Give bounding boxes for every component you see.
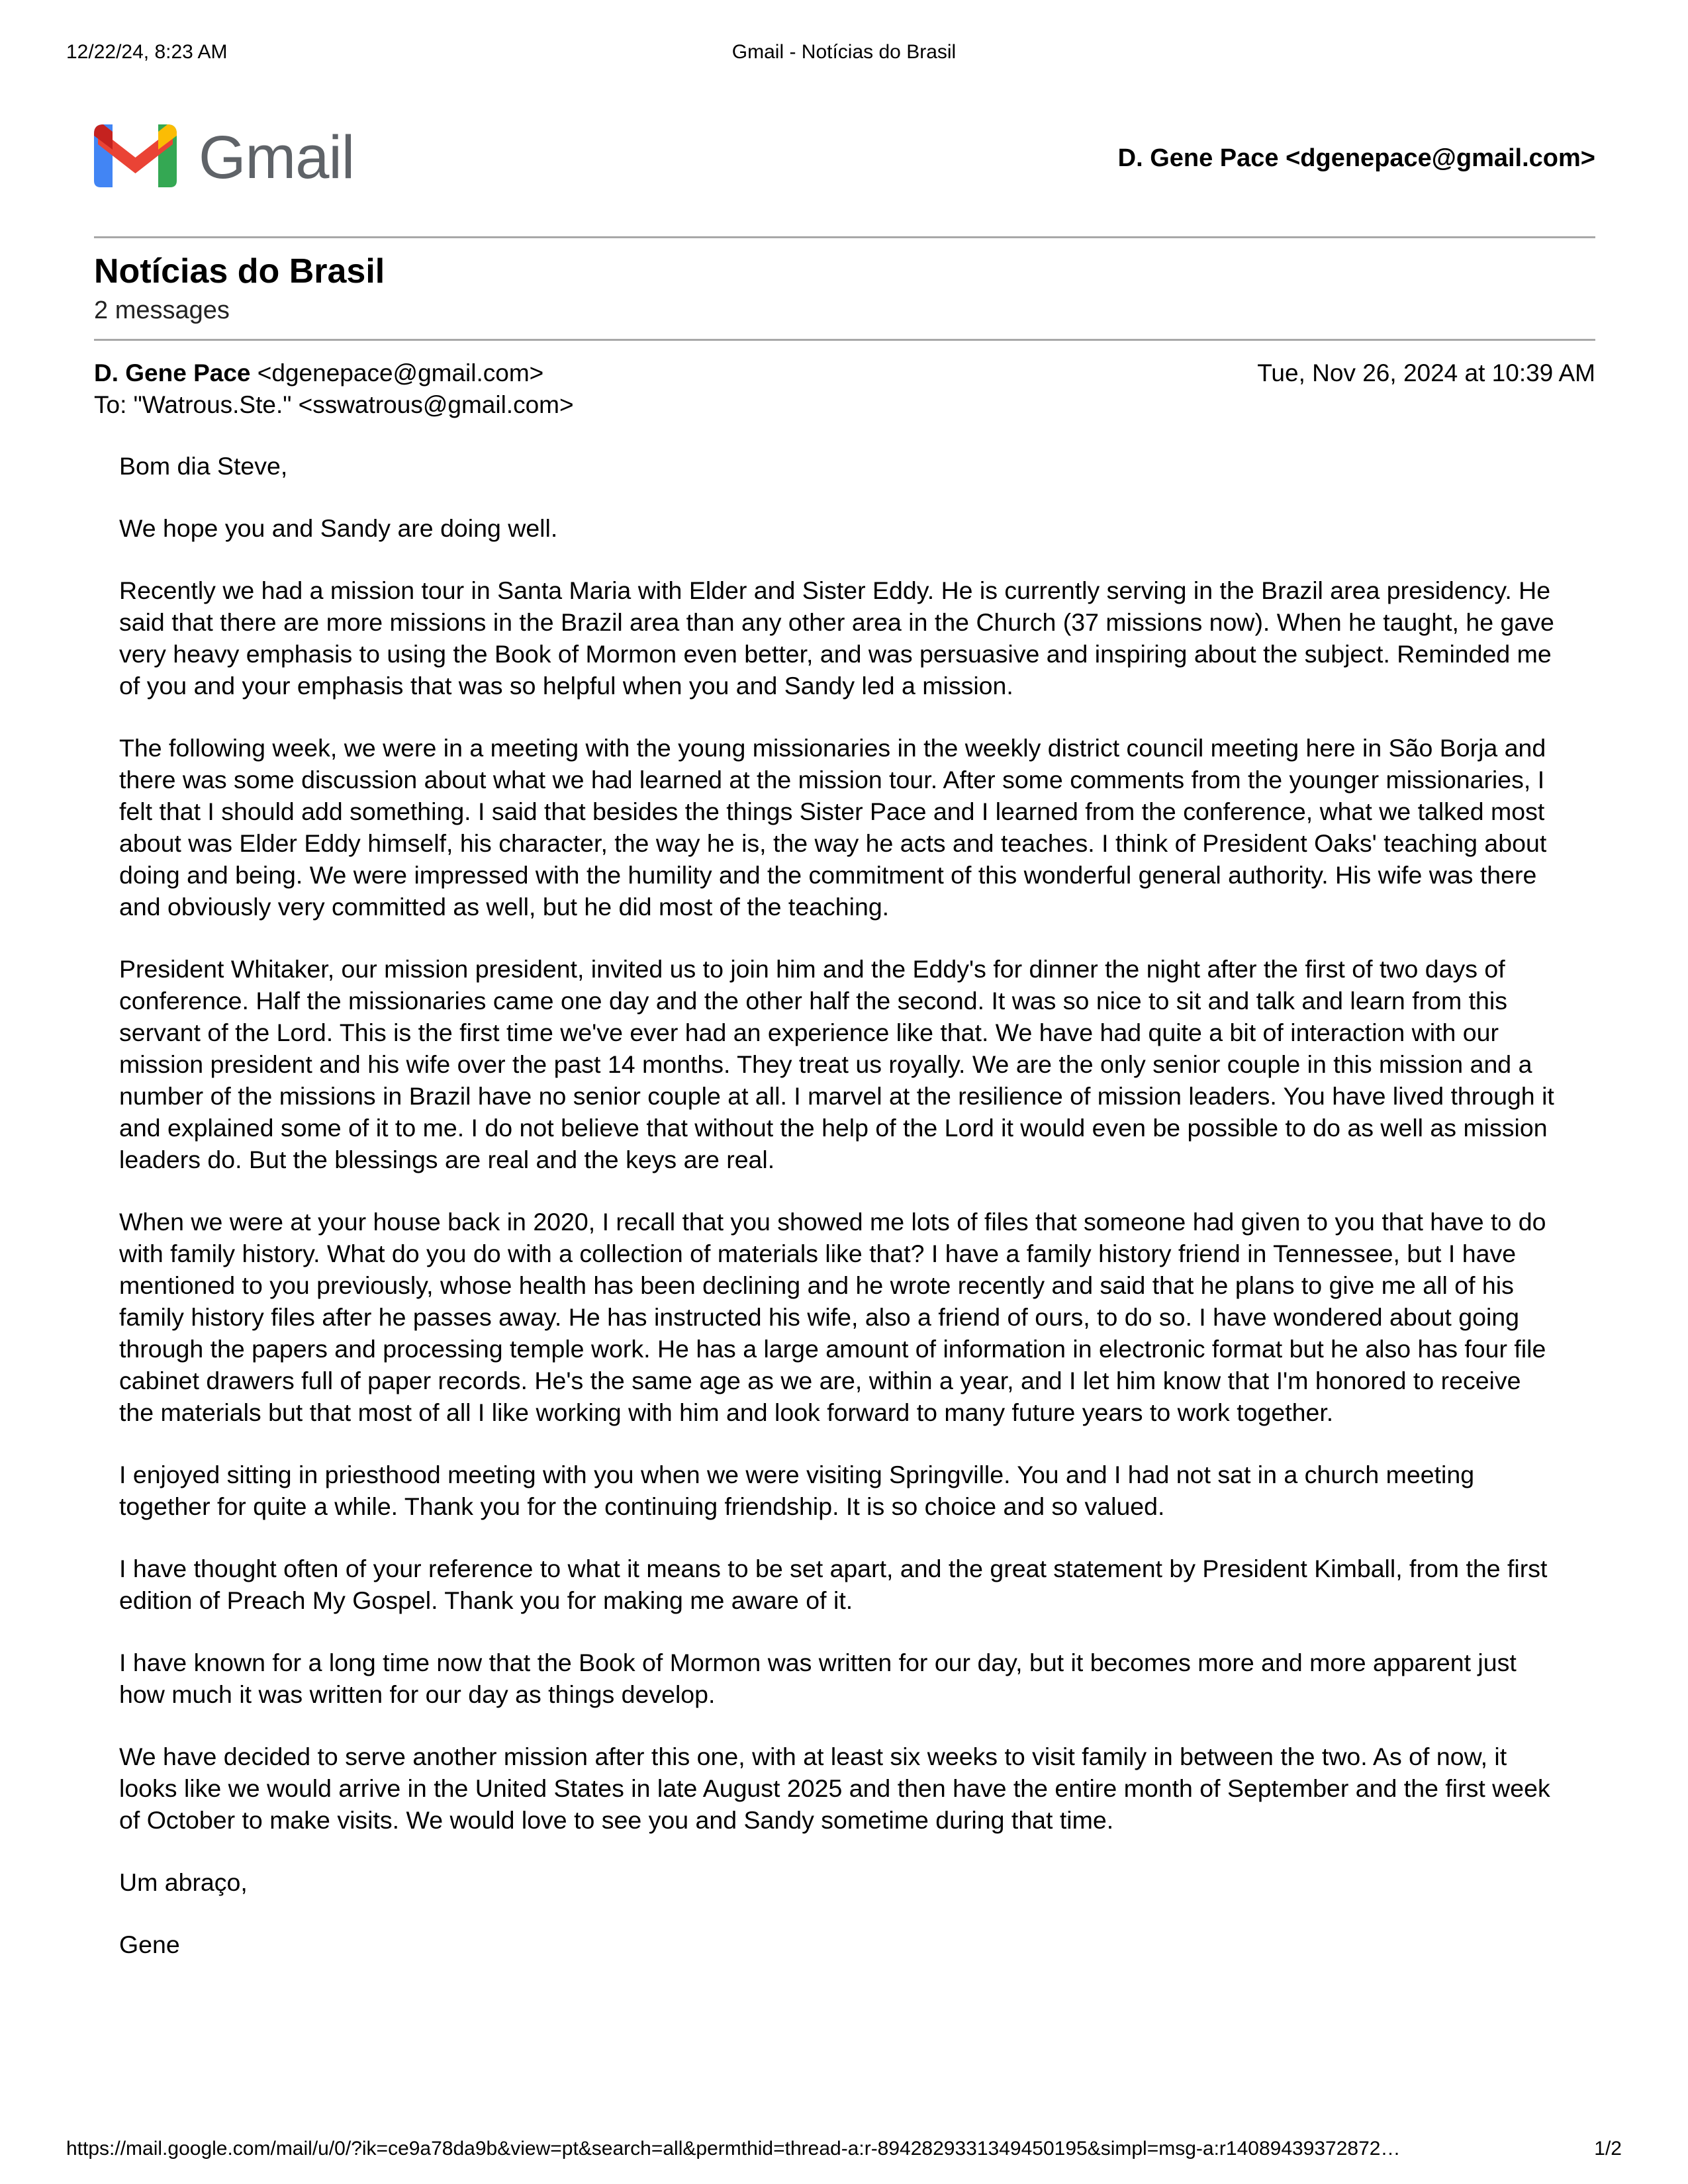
body-paragraph: Bom dia Steve, xyxy=(119,452,288,480)
sender-name: D. Gene Pace xyxy=(94,359,251,387)
thread-divider xyxy=(94,339,1595,341)
message-header xyxy=(94,357,1595,421)
body-paragraph: I have known for a long time now that the Book of Mormon was written for our day, but it becomes more and more apparent just how much it was written for our day as things develop. xyxy=(119,1649,1517,1708)
print-header xyxy=(66,41,1622,68)
body-paragraph: President Whitaker, our mission president, invited us to join him and the Eddy's for dinner the night after the first of two days of conference. Half the missionaries came one day and the other half the second. It was so nice to sit and talk and learn from this servant of the Lord. This is the first time we've ever had an experience like that. We have had quite a bit of interaction with our mission president and his wife over the past 14 months. They treat us royally. We are the only senior couple in this mission and a number of the missions in Brazil have no senior couple at all. I marvel at the resilience of mission leaders. You have lived through it and explained some of it to me. I do not believe that without the help of the Lord it would even be possible to do as well as mission leaders do. But the blessings are real and the keys are real. xyxy=(119,955,1554,1173)
account-identity: D. Gene Pace <dgenepace@gmail.com> xyxy=(1117,144,1595,172)
page-number: 1/2 xyxy=(1594,2138,1622,2160)
header-divider xyxy=(94,236,1595,238)
signature: Gene xyxy=(119,1931,180,1958)
body-paragraph: The following week, we were in a meeting with the young missionaries in the weekly district council meeting here in São Borja and there was some discussion about what we had learned at the mission tour. After some comments from the younger missionaries, I felt that I should add something. I said that besides the things Sister Pace and I learned from the conference, what we talked most about was Elder Eddy himself, his character, the way he is, the way he acts and teaches. I think of President Oaks' teaching about doing and being. We were impressed with the humility and the commitment of this wonderful general authority. His wife was there and obviously very committed as well, but he did most of the teaching. xyxy=(119,734,1547,921)
message-count: 2 messages xyxy=(94,296,230,324)
print-page-title: Gmail - Notícias do Brasil xyxy=(731,41,957,63)
thread-subject: Notícias do Brasil xyxy=(94,252,385,291)
body-paragraph: Recently we had a mission tour in Santa Maria with Elder and Sister Eddy. He is currently serving in the Brazil area presidency. He said that there are more missions in the Brazil area than any other area in the Church (37 missions now). When he taught, he gave very heavy emphasis to using the Book of Mormon even better, and was persuasive and inspiring about the subject. Reminded me of you and your emphasis that was so helpful when you and Sandy led a mission. xyxy=(119,576,1554,700)
body-paragraph: When we were at your house back in 2020, I recall that you showed me lots of files that someone had given to you that have to do with family history. What do you do with a collection of materials like that? I have a family history friend in Tennessee, but I have mentioned to you previously, whose health has been declining and he wrote recently and said that he plans to give me all of his family history files after he passes away. He has instructed his wife, also a friend of ours, to do so. I have wondered about going through the papers and processing temple work. He has a large amount of information in electronic format but he also has four file cabinet drawers full of paper records. He's the same age as we are, within a year, and I let him know that I'm honored to receive the materials but that most of all I like working with him and look forward to many future years to work together. xyxy=(119,1208,1546,1426)
print-date: 12/22/24, 8:23 AM xyxy=(66,41,228,63)
body-paragraph: I have thought often of your reference to what it means to be set apart, and the great statement by President Kimball, from the first edition of Preach My Gospel. Thank you for making me aware of it. xyxy=(119,1555,1548,1614)
gmail-logo-icon xyxy=(94,124,177,187)
body-paragraph: We have decided to serve another mission after this one, with at least six weeks to visit family in between the two. As of now, it looks like we would arrive in the United States in late August 2025 and then have the entire month of September and the first week of October to make visits. We would love to see you and Sandy sometime during that time. xyxy=(119,1743,1550,1834)
body-paragraph: We hope you and Sandy are doing well. xyxy=(119,514,558,542)
print-footer xyxy=(66,2138,1622,2164)
message-date: Tue, Nov 26, 2024 at 10:39 AM xyxy=(1257,359,1595,387)
gmail-wordmark: Gmail xyxy=(199,124,355,191)
message-to: To: "Watrous.Ste." <sswatrous@gmail.com> xyxy=(94,391,574,418)
print-url: https://mail.google.com/mail/u/0/?ik=ce9a78da9b&view=pt&search=all&permthid=thread-a:r-8942829331349450195&simpl=msg-a:r14089439372872… xyxy=(66,2138,1401,2160)
brand-row xyxy=(94,119,1595,199)
message-body xyxy=(119,450,1562,1991)
sender-email: <dgenepace@gmail.com> xyxy=(250,359,544,387)
closing-line: Um abraço, xyxy=(119,1868,248,1896)
body-paragraph: I enjoyed sitting in priesthood meeting with you when we were visiting Springville. You and I had not sat in a church meeting together for quite a while. Thank you for the continuing friendship. It is so choice and so valued. xyxy=(119,1461,1475,1520)
